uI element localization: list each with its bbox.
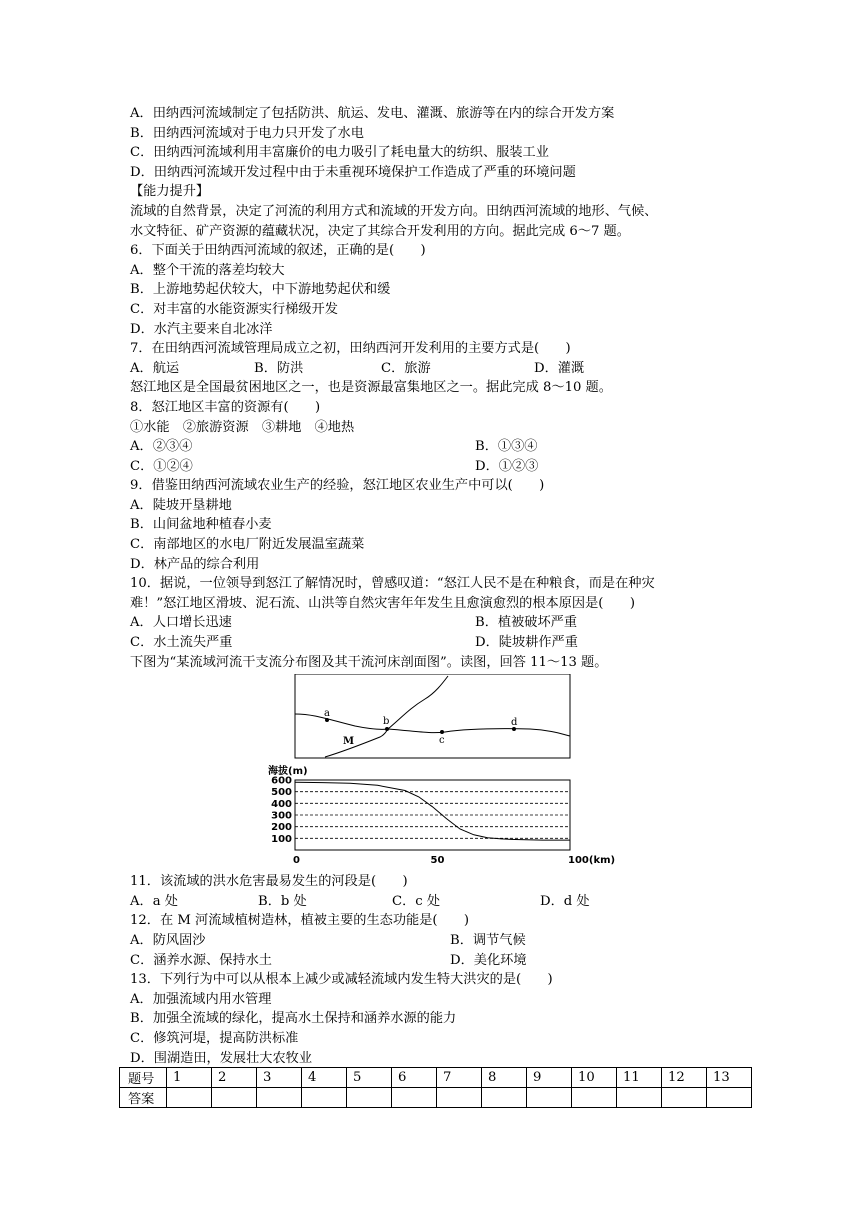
option-line: D．①②③	[475, 458, 539, 474]
tributary-upper	[388, 676, 448, 729]
question-stem: 10．据说，一位领导到怒江了解情况时，曾感叹道：“怒江人民不是在种粮食，而是在种灾	[130, 576, 655, 592]
option-line: C．旅游	[381, 360, 431, 376]
option-line: A．加强流域内用水管理	[130, 991, 272, 1007]
question-stem: 7．在田纳西河流域管理局成立之初，田纳西河开发利用的主要方式是( )	[130, 341, 571, 357]
option-line: B．b 处	[258, 893, 307, 909]
option-line: B．防洪	[254, 360, 304, 376]
answer-cell[interactable]	[302, 1088, 347, 1108]
option-line: D．d 处	[540, 893, 590, 909]
option-row	[130, 951, 740, 971]
option-line: C．修筑河堤，提高防洪标准	[130, 1030, 299, 1046]
question-number: 13	[707, 1068, 752, 1088]
answer-cell[interactable]	[167, 1088, 212, 1108]
question-number: 10	[572, 1068, 617, 1088]
passage-line: 流域的自然背景，决定了河流的利用方式和流域的开发方向。田纳西河流域的地形、气候、	[130, 203, 658, 219]
option-line: A．陡坡开垦耕地	[130, 497, 232, 513]
question-number: 12	[662, 1068, 707, 1088]
answer-cell[interactable]	[527, 1088, 572, 1108]
label-a: a	[324, 708, 330, 720]
option-line: A．a 处	[130, 893, 178, 909]
question-stem: 11．该流域的洪水危害最易发生的河段是( )	[130, 874, 408, 890]
label-d: d	[511, 717, 518, 729]
tributary-m	[325, 729, 388, 757]
profile-xtick-labels	[293, 855, 615, 866]
ytick-label: 300	[271, 810, 292, 822]
answer-cell[interactable]	[257, 1088, 302, 1108]
point-c	[440, 730, 444, 734]
passage-line: 下图为“某流域河流干支流分布图及其干流河床剖面图”。读图，回答 11～13 题。	[130, 654, 608, 670]
option-line: A．人口增长迅速	[130, 615, 232, 631]
passage-line: 怒江地区是全国最贫困地区之一，也是资源最富集地区之一。据此完成 8～10 题。	[130, 380, 612, 396]
question-number: 7	[437, 1068, 482, 1088]
option-line: A．防风固沙	[130, 933, 206, 948]
option-row	[130, 457, 740, 477]
worksheet-page	[130, 104, 740, 1068]
river-map	[295, 674, 570, 758]
option-line: B．上游地势起伏较大，中下游地势起伏和缓	[130, 282, 391, 298]
ytick-label: 400	[271, 799, 292, 811]
question-stem: 13．下列行为中可以从根本上减少或减轻流域内发生特大洪灾的是( )	[130, 972, 553, 988]
answer-table-header-row	[120, 1068, 752, 1088]
option-row	[130, 613, 740, 633]
option-line: D．陡坡耕作严重	[475, 635, 578, 651]
question-number: 5	[347, 1068, 392, 1088]
question-number: 4	[302, 1068, 347, 1088]
river-figure-svg	[130, 674, 740, 870]
option-row	[130, 892, 740, 912]
question-number: 6	[392, 1068, 437, 1088]
answer-cell[interactable]	[482, 1088, 527, 1108]
answer-cell[interactable]	[617, 1088, 662, 1108]
option-line: C．对丰富的水能资源实行梯级开发	[130, 301, 338, 317]
option-line: B．加强全流域的绿化，提高水土保持和涵养水源的能力	[130, 1011, 457, 1027]
tributary-a	[295, 714, 388, 729]
map-frame	[295, 674, 570, 758]
option-row	[130, 633, 740, 653]
answer-cell[interactable]	[707, 1088, 752, 1108]
answer-table	[119, 1067, 752, 1108]
profile-ytick-labels	[271, 776, 292, 845]
section-title: 【能力提升】	[130, 184, 210, 200]
profile-ylabel: 海拔(m)	[268, 766, 308, 778]
option-line: C．①②④	[130, 458, 193, 474]
xtick-label: 50	[430, 855, 445, 867]
answer-cell[interactable]	[347, 1088, 392, 1108]
question-number: 8	[482, 1068, 527, 1088]
label-b: b	[383, 716, 390, 728]
option-line: C．南部地区的水电厂附近发展温室蔬菜	[130, 537, 365, 553]
question-stem: 12．在 M 河流域植树造林，植被主要的生态功能是( )	[130, 913, 470, 929]
option-line: A．整个干流的落差均较大	[130, 262, 285, 278]
question-stem: 6．下面关于田纳西河流域的叙述，正确的是( )	[130, 243, 426, 259]
ytick-label: 200	[271, 822, 292, 834]
answer-cell[interactable]	[437, 1088, 482, 1108]
option-line: B．山间盆地种植春小麦	[130, 517, 272, 533]
label-c: c	[439, 735, 445, 747]
answer-cell[interactable]	[572, 1088, 617, 1108]
answer-cell[interactable]	[392, 1088, 437, 1108]
river-figure	[130, 674, 740, 870]
answer-cell[interactable]	[212, 1088, 257, 1108]
question-number: 9	[527, 1068, 572, 1088]
option-line: D．田纳西河流域开发过程中由于未重视环境保护工作造成了严重的环境问题	[130, 164, 576, 180]
answer-table-answer-row	[120, 1088, 752, 1108]
answer-cell[interactable]	[662, 1088, 707, 1108]
ytick-label: 500	[271, 787, 292, 799]
option-line: B．田纳西河流域对于电力只开发了水电	[130, 125, 364, 141]
option-line: D．灌溉	[534, 360, 585, 376]
question-number: 1	[167, 1068, 212, 1088]
xtick-label: 0	[293, 855, 300, 867]
profile-gridlines	[295, 780, 570, 838]
label-m: M	[343, 736, 355, 748]
option-line: D．美化环境	[450, 952, 527, 968]
option-row	[130, 437, 740, 457]
point-b	[385, 727, 389, 731]
question-number: 11	[617, 1068, 662, 1088]
xtick-label: 100(km)	[568, 855, 616, 867]
main-river	[388, 729, 570, 736]
answer-label: 答案	[120, 1088, 167, 1108]
question-stem: 8．怒江地区丰富的资源有( )	[130, 399, 321, 415]
profile-chart	[268, 764, 615, 866]
option-line: C．水土流失严重	[130, 635, 233, 651]
option-line: B．植被破坏严重	[475, 615, 578, 631]
option-line: B．调节气候	[450, 933, 526, 948]
option-line: B．①③④	[475, 439, 538, 455]
option-line: C．涵养水源、保持水土	[130, 952, 272, 968]
option-line: A．航运	[130, 360, 180, 376]
option-row	[130, 931, 740, 951]
option-line: C．c 处	[392, 893, 441, 909]
profile-line	[295, 783, 570, 841]
option-line: C．田纳西河流域利用丰富廉价的电力吸引了耗电量大的纺织、服装工业	[130, 145, 549, 161]
question-number: 3	[257, 1068, 302, 1088]
ytick-label: 100	[271, 834, 292, 846]
option-row	[130, 359, 740, 379]
option-line: D．水汽主要来自北冰洋	[130, 321, 273, 337]
passage-line: 水文特征、矿产资源的蕴藏状况，决定了其综合开发利用的方向。据此完成 6～7 题。	[130, 223, 630, 239]
ytick-label: 600	[271, 775, 292, 787]
question-number: 2	[212, 1068, 257, 1088]
question-items: ①水能 ②旅游资源 ③耕地 ④地热	[130, 419, 355, 435]
option-line: A．②③④	[130, 439, 193, 455]
option-line: D．林产品的综合利用	[130, 556, 260, 572]
header-label: 题号	[120, 1068, 167, 1088]
question-stem: 9．借鉴田纳西河流域农业生产的经验，怒江地区农业生产中可以( )	[130, 478, 545, 494]
option-line: A．田纳西河流域制定了包括防洪、航运、发电、灌溉、旅游等在内的综合开发方案	[130, 106, 615, 121]
question-stem: 难！”怒江地区滑坡、泥石流、山洪等自然灾害年年发生且愈演愈烈的根本原因是( )	[130, 595, 635, 611]
option-line: D．围湖造田，发展壮大农牧业	[130, 1050, 313, 1066]
